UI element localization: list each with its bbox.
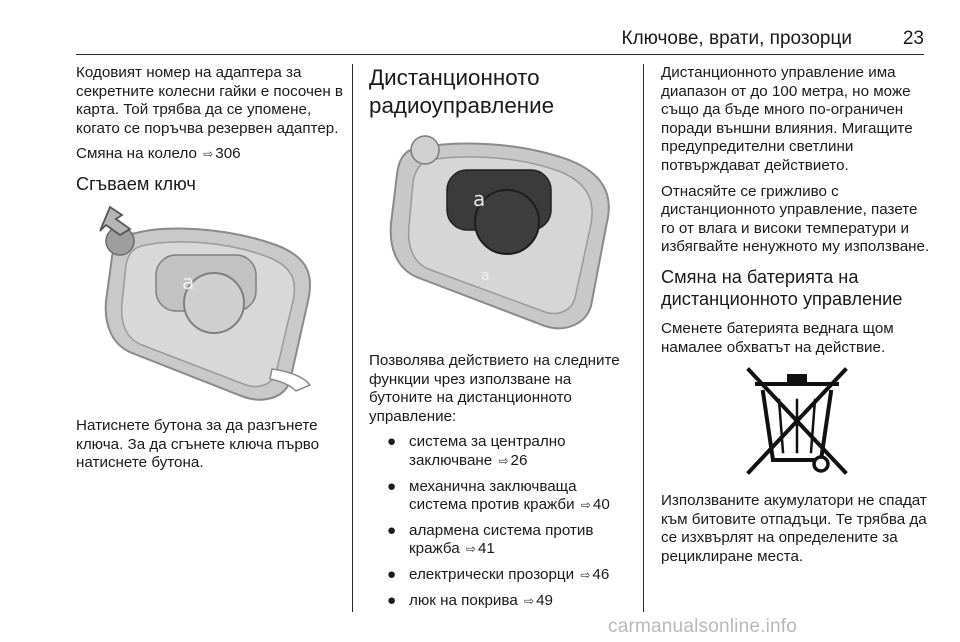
list-item bbox=[387, 566, 637, 585]
list-item-page-ref[interactable]: 46 bbox=[592, 565, 610, 583]
folding-key-illustration-icon bbox=[76, 205, 338, 407]
page-ref-arrow-icon: ⇨ bbox=[203, 147, 214, 162]
wheel-change-reference bbox=[76, 145, 344, 164]
svg-text:a: a bbox=[182, 269, 195, 294]
column-3 bbox=[661, 64, 933, 574]
svg-text:a: a bbox=[473, 187, 486, 211]
page-ref-arrow-icon: ⇨ bbox=[524, 593, 535, 608]
folding-key-heading: Сгъваем ключ bbox=[76, 173, 196, 194]
list-item-page-ref[interactable]: 41 bbox=[477, 540, 495, 558]
list-item-text: електрически прозорци bbox=[409, 565, 575, 583]
wheel-change-page[interactable]: 306 bbox=[215, 145, 241, 163]
page-ref-arrow-icon: ⇨ bbox=[580, 498, 591, 513]
list-item-text: механична заключваща система против кражби bbox=[409, 477, 577, 514]
list-item bbox=[387, 522, 637, 559]
battery-change-paragraph: Сменете батерията веднага щом намалее обхватът на действие. bbox=[661, 319, 894, 356]
list-item-text: люк на покрива bbox=[409, 591, 518, 609]
remote-functions-list bbox=[369, 433, 637, 610]
list-item-text: система за централно заключване bbox=[409, 433, 566, 469]
bullet-icon: ● bbox=[387, 521, 397, 539]
list-item bbox=[387, 478, 637, 515]
wheel-change-text: Смяна на колело bbox=[76, 145, 197, 163]
remote-functions-intro: Позволява действието на следните функции чрез използване на бутоните на дистанционното управление: bbox=[369, 352, 620, 425]
watermark: carmanualsonline.info bbox=[608, 616, 798, 637]
bullet-icon: ● bbox=[387, 433, 397, 451]
page-ref-arrow-icon: ⇨ bbox=[580, 567, 591, 582]
battery-disposal-paragraph: Използваните акумулатори не спадат към битовите отпадъци. Те трябва да се изхвърлят на определените за рециклиране места. bbox=[661, 492, 927, 565]
remote-care-paragraph: Отнасяйте се грижливо с дистанционното управление, пазете го от влага и високи температури и избягвайте ненужното му използване. bbox=[661, 182, 930, 256]
svg-text:a: a bbox=[481, 268, 490, 284]
folding-key-instruction: Натиснете бутона за да разгънете ключа. За да сгънете ключа първо натиснете бутона. bbox=[76, 416, 320, 472]
bullet-icon: ● bbox=[387, 565, 397, 583]
list-item bbox=[387, 433, 637, 470]
page-ref-arrow-icon: ⇨ bbox=[465, 542, 476, 557]
remote-control-heading bbox=[369, 64, 637, 120]
remote-range-paragraph: Дистанционното управление има диапазон от до 100 метра, но може също да бъде много по-ограничен поради външни влияния. Мигащите предупредителни светлини потвърждават действието. bbox=[661, 64, 913, 174]
battery-change-heading: Смяна на батерията на дистанционното управление bbox=[661, 266, 903, 309]
header-rule bbox=[76, 54, 924, 55]
list-item bbox=[387, 592, 637, 611]
bullet-icon: ● bbox=[387, 477, 397, 495]
list-item-page-ref[interactable]: 40 bbox=[592, 496, 610, 514]
page-ref-arrow-icon: ⇨ bbox=[498, 453, 509, 468]
page-number: 23 bbox=[902, 28, 924, 49]
page-header-title: Ключове, врати, прозорци bbox=[621, 28, 852, 49]
column-1 bbox=[76, 64, 344, 480]
list-item-page-ref[interactable]: 49 bbox=[536, 591, 553, 609]
column-divider-1 bbox=[352, 64, 353, 612]
remote-key-illustration-icon bbox=[369, 130, 631, 342]
column-divider-2 bbox=[643, 64, 644, 612]
bullet-icon: ● bbox=[387, 591, 397, 609]
list-item-text: алармена система против кражба bbox=[409, 521, 594, 558]
crossed-out-wheelie-bin-icon bbox=[661, 364, 933, 478]
column-2 bbox=[369, 64, 637, 617]
remote-heading-line-1: Дистанционното bbox=[369, 65, 540, 90]
adapter-code-paragraph: Кодовият номер на адаптера за секретните колесни гайки е посочен в карта. Той трябва да се упомене, когато се поръчва резервен адаптер. bbox=[76, 64, 344, 137]
remote-heading-line-2: радиоуправление bbox=[369, 93, 555, 118]
list-item-page-ref[interactable]: 26 bbox=[510, 451, 528, 469]
